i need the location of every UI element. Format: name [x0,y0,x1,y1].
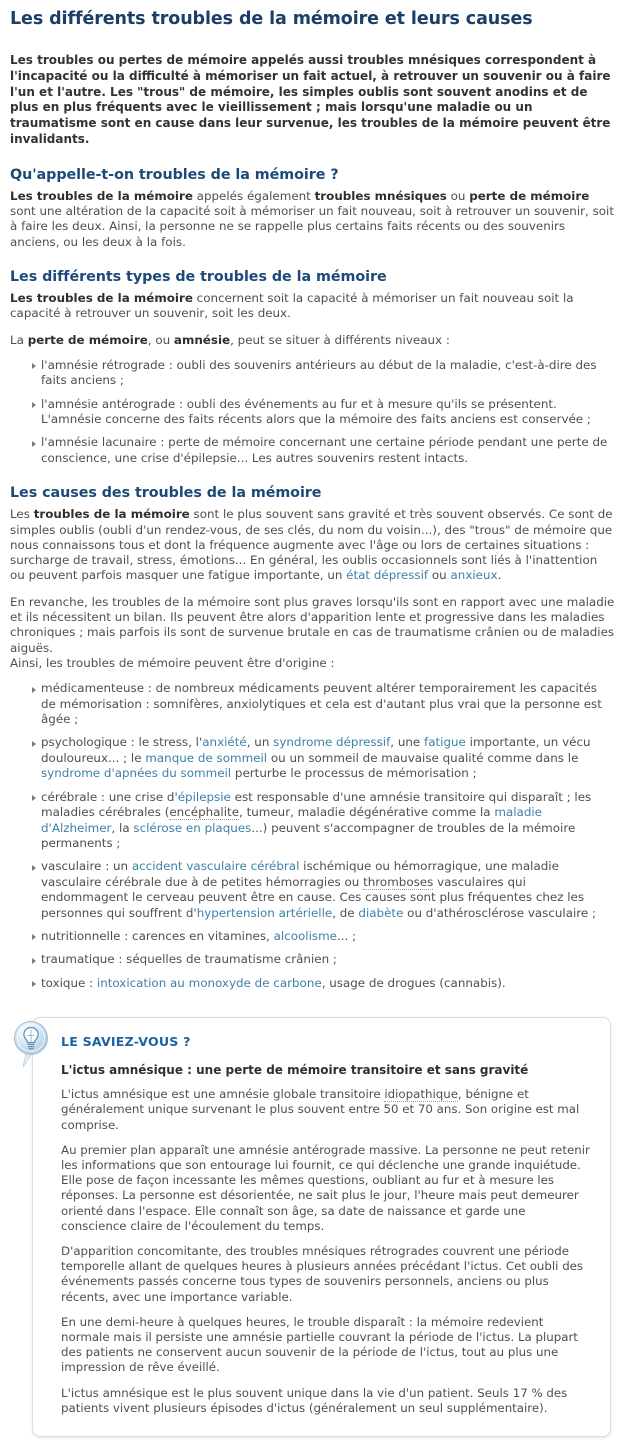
origin-text: , usage de drogues (cannabis). [321,975,506,990]
glossary-term-encephalite[interactable]: encéphalite [169,805,240,820]
types-paragraph-2 [10,333,615,348]
dyk-text-1: , bénigne et généralement unique survenant le plus souvent entre 50 et 70 ans. Son origine est mal comprise. [61,1087,580,1132]
section-heading-definition: Qu'appelle-t-on troubles de la mémoire ? [10,166,339,183]
origin-text: nutritionnelle : carences en vitamines, [41,928,274,943]
article-intro: Les troubles ou pertes de mémoire appelés aussi troubles mnésiques correspondent à l'incapacité ou la difficulté à mémoriser un fait actuel, à retrouver un souvenir ou à faire l'un et l'autre. Les "trous" de mémoire, les simples oublis sont souvent anodins et de plus en plus fréquents avec le vieillissement ; mais lorsqu'une maladie ou un traumatisme sont en cause dans leur survenue, les troubles de la mémoire peuvent être invalidants. [10,53,611,146]
link-alcoolisme[interactable]: alcoolisme [273,928,337,943]
list-item-psychologique [32,735,615,781]
glossary-term-thromboses[interactable]: thromboses [363,874,434,889]
list-item-medicamenteuse [32,681,615,727]
link-intoxication-monoxyde-carbone[interactable]: intoxication au monoxyde de carbone [96,975,322,990]
did-you-know-title: LE SAVIEZ-VOUS ? [61,1034,191,1050]
origin-text: , de [332,905,359,920]
link-sclerose-en-plaques[interactable]: sclérose en plaques [133,820,252,835]
definition-text-1: appelés également [192,188,315,203]
origin-text: ou un sommeil de mauvaise qualité comme dans le [267,750,579,765]
did-you-know-subtitle: L'ictus amnésique : une perte de mémoire transitoire et sans gravité [61,1063,529,1078]
did-you-know-section [10,1017,615,1437]
causes-paragraph-2: En revanche, les troubles de la mémoire sont plus graves lorsqu'ils sont en rapport avec une maladie et ils nécessitent un bilan. Ils peuvent être alors d'apparition lente et progressive dans les maladies chroniques ; mais parfois ils sont de survenue brutale en cas de traumatisme crânien ou de maladies aiguës. [10,594,615,655]
dyk-text-0: L'ictus amnésique est une amnésie globale transitoire [61,1087,385,1102]
origin-text: ischémique ou hémorragique, une maladie vasculaire cérébrale due à de petites hémorragies ou [41,859,559,889]
origin-text: ... ; [336,928,357,943]
link-syndrome-apnees-sommeil[interactable]: syndrome d'apnées du sommeil [41,766,232,781]
origin-text: importante, un vécu douloureux... ; le [41,735,591,765]
types-paragraph-1 [10,291,615,322]
origin-text: perturbe le processus de mémorisation ; [231,766,477,781]
did-you-know-paragraph-1 [61,1087,592,1133]
definition-bold-2: troubles mnésiques [314,188,447,203]
did-you-know-paragraph-5: L'ictus amnésique est le plus souvent unique dans la vie d'un patient. Seuls 17 % des patients vivent plusieurs épisodes d'ictus (généralement un seul supplémentaire). [61,1385,568,1415]
origin-text: est responsable d'une amnésie transitoire qui disparaît ; les maladies cérébrales ( [41,789,592,820]
list-item-cerebrale [32,790,615,852]
link-etat-depressif[interactable]: état dépressif [346,568,429,583]
origin-text: vasculaire : un [41,859,132,874]
causes-text-3: . [497,568,502,583]
origin-text: , tumeur, maladie dégénérative comme la [239,805,495,820]
link-anxieux[interactable]: anxieux [450,568,498,583]
causes-text-0: Les [10,507,34,522]
link-hypertension-arterielle[interactable]: hypertension artérielle [196,905,333,920]
link-fatigue[interactable]: fatigue [424,735,466,750]
origin-text: traumatique : séquelles de traumatisme crânien ; [41,952,337,967]
origin-text: ...) peuvent s'accompagner de troubles de la mémoire permanents ; [41,820,576,850]
did-you-know-box [32,1017,611,1437]
amnesia-types-list [10,358,615,466]
origin-text: cérébrale : une crise d' [41,789,178,804]
causes-paragraph-1 [10,507,615,583]
types-text-1: concernent soit la capacité à mémoriser un fait nouveau soit la capacité à retrouver un souvenir, soit les deux. [10,290,574,321]
definition-bold-1: Les troubles de la mémoire [10,188,193,203]
list-item-nutritionnelle [32,929,615,944]
glossary-term-idiopathique[interactable]: idiopathique [384,1087,458,1102]
types-bold-1: Les troubles de la mémoire [10,290,193,305]
list-item-toxique [32,976,615,991]
list-item: l'amnésie antérograde : oubli des événements au fur et à mesure qu'ils se présentent. L'amnésie concerne des faits récents alors que la mémoire des faits anciens est conservée ; [32,397,615,428]
link-manque-de-sommeil[interactable]: manque de sommeil [145,750,268,765]
definition-text-3: sont une altération de la capacité soit à mémoriser un fait nouveau, soit à retrouver un souvenir, soit à faire les deux. Ainsi, la personne ne se rappelle plus certains faits récents ou des souvenirs anciens, ou les deux à la fois. [10,204,615,249]
did-you-know-paragraph-3: D'apparition concomitante, des troubles mnésiques rétrogrades couvrent une période temporelle allant de quelques heures à plusieurs années précédant l'ictus. Cet oubli des événements passés concerne tous types de souvenirs personnels, anciens ou plus récents, avec une importance variable. [61,1244,584,1304]
definition-bold-3: perte de mémoire [469,188,590,203]
did-you-know-paragraph-4: En une demi-heure à quelques heures, le trouble disparaît : la mémoire redevient normale mais il persiste une amnésie partielle couvrant la période de l'ictus. La plupart des patients ne conservent aucun souvenir de la période de l'ictus, tout au plus une impression de rêve éveillé. [61,1314,578,1375]
causes-paragraph-3: Ainsi, les troubles de mémoire peuvent être d'origine : [10,655,335,670]
page-title: Les différents troubles de la mémoire et leurs causes [10,9,533,29]
link-maladie-alzheimer[interactable]: maladie d'Alzheimer [41,805,543,835]
types-bold-3: amnésie [173,332,231,347]
list-item-traumatique [32,952,615,967]
causes-origins-list [10,681,615,991]
section-heading-types: Les différents types de troubles de la mémoire [10,268,387,285]
types-text-2: , ou [147,332,174,347]
list-item: l'amnésie lacunaire : perte de mémoire concernant une certaine période pendant une perte de conscience, une crise d'épilepsie... Les autres souvenirs restent intacts. [32,435,615,466]
origin-text: , un [246,735,274,750]
origin-text: , une [390,735,425,750]
origin-text: , la [111,820,134,835]
origin-text: ou d'athérosclérose vasculaire ; [403,905,597,920]
origin-text: psychologique : le stress, l' [41,735,203,750]
list-item-vasculaire [32,859,615,921]
definition-text-2: ou [446,188,470,203]
types-text-3: , peut se situer à différents niveaux : [230,332,450,347]
lightbulb-icon [10,1019,54,1071]
list-item: l'amnésie rétrograde : oubli des souvenirs antérieurs au début de la maladie, c'est-à-dire des faits anciens ; [32,358,615,389]
link-syndrome-depressif[interactable]: syndrome dépressif [273,735,391,750]
origin-text: médicamenteuse : de nombreux médicaments peuvent altérer temporairement les capacités de mémorisation : somnifères, anxiolytiques et cela est d'autant plus vrai que la personne est âgée ; [41,681,602,727]
causes-bold-1: troubles de la mémoire [33,507,190,522]
origin-text: toxique : [41,975,97,990]
definition-paragraph [10,189,615,250]
types-text-0: La [10,332,28,347]
section-heading-causes: Les causes des troubles de la mémoire [10,485,322,502]
causes-text-1: sont le plus souvent sans gravité et très souvent observés. Ce sont de simples oublis (oubli d'un rendez-vous, de ses clés, du nom du voisin...), des "trous" de mémoire que nous connaissons tous et dont la fréquence augmente avec l'âge ou lors de certaines situations : surcharge de travail, stress, émotions... En général, les oublis occasionnels sont liés à l'inattention ou peuvent parfois masquer une fatigue importante, un [10,507,613,583]
origin-text: vasculaires qui endommagent le cerveau peuvent être en cause. Ces causes sont plus fréquentes chez les personnes qui souffrent d' [41,874,585,920]
link-epilepsie[interactable]: épilepsie [177,789,231,804]
link-anxiete[interactable]: anxiété [202,735,247,750]
types-bold-2: perte de mémoire [27,332,148,347]
did-you-know-paragraph-2: Au premier plan apparaît une amnésie antérograde massive. La personne ne peut retenir les informations que son entourage lui fournit, ce qui déclenche une grande inquiétude. Elle pose de façon incessante les mêmes questions, oubliant au fur et à mesure les réponses. La personne est désorientée, ne sait plus le jour, l'heure mais peut demeurer orienté dans l'espace. Elle connaît son âge, sa date de naissance et garde une conscience claire de l'écoulement du temps. [61,1142,590,1233]
causes-text-2: ou [428,568,451,583]
link-diabete[interactable]: diabète [358,905,404,920]
link-accident-vasculaire-cerebral[interactable]: accident vasculaire cérébral [131,859,300,874]
